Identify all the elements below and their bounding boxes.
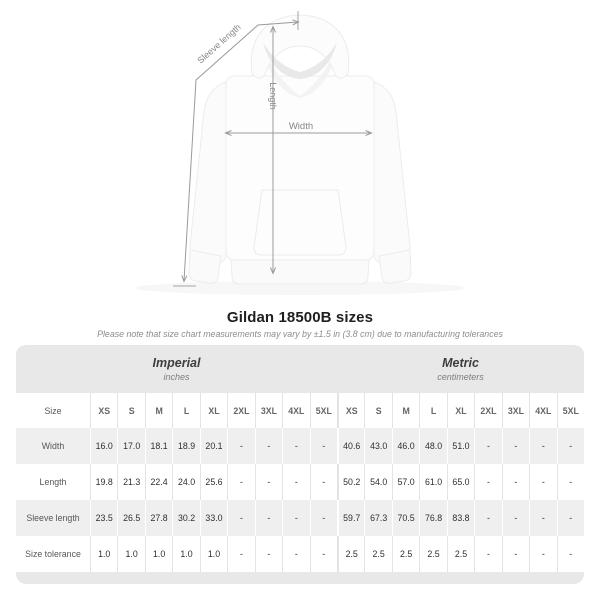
table-cell: - xyxy=(474,428,501,464)
table-cell: 51.0 xyxy=(447,428,474,464)
table-cell: 30.2 xyxy=(172,500,199,536)
table-cell: - xyxy=(529,464,556,500)
table-cell: 57.0 xyxy=(392,464,419,500)
table-cell: 19.8 xyxy=(90,464,117,500)
unit-group-metric-sublabel: centimeters xyxy=(437,371,484,382)
table-cell: 46.0 xyxy=(392,428,419,464)
table-cell: - xyxy=(227,428,254,464)
table-cell: - xyxy=(502,464,529,500)
table-cell: - xyxy=(282,500,309,536)
table-cell: 48.0 xyxy=(419,428,446,464)
table-cell: 50.2 xyxy=(337,464,364,500)
table-cell: - xyxy=(282,464,309,500)
unit-group-imperial-sublabel: inches xyxy=(163,371,190,382)
hoodie-pocket xyxy=(254,190,346,255)
table-cell: 2.5 xyxy=(364,536,391,572)
table-cell: - xyxy=(310,500,337,536)
hoodie-right-cuff xyxy=(379,250,411,283)
page-title: Gildan 18500B sizes xyxy=(226,309,374,326)
table-cell: - xyxy=(502,428,529,464)
tolerance-note: Please note that size chart measurements may vary by ±1.5 in (3.8 cm) due to manufacturing tolerances xyxy=(97,329,503,339)
table-cell: 21.3 xyxy=(117,464,144,500)
table-cell: 54.0 xyxy=(364,464,391,500)
table-cell: - xyxy=(227,536,254,572)
hoodie-hem-band xyxy=(231,260,369,284)
row-label: Length xyxy=(16,464,90,500)
row-label: Size tolerance xyxy=(16,536,90,572)
table-cell: 23.5 xyxy=(90,500,117,536)
table-cell: 27.8 xyxy=(145,500,172,536)
table-cell: - xyxy=(474,536,501,572)
size-header-imperial-L: L xyxy=(172,393,199,428)
hoodie-left-cuff xyxy=(189,250,221,283)
table-cell: 61.0 xyxy=(419,464,446,500)
table-cell: 16.0 xyxy=(90,428,117,464)
table-cell: 65.0 xyxy=(447,464,474,500)
table-cell: 43.0 xyxy=(364,428,391,464)
table-cell: - xyxy=(474,464,501,500)
table-cell: - xyxy=(529,428,556,464)
table-cell: 33.0 xyxy=(200,500,227,536)
size-header-metric-XL: XL xyxy=(447,393,474,428)
unit-group-metric-label: Metric xyxy=(442,355,479,370)
table-cell: 26.5 xyxy=(117,500,144,536)
table-cell: 22.4 xyxy=(145,464,172,500)
table-cell: 2.5 xyxy=(337,536,364,572)
table-cell: - xyxy=(529,536,556,572)
table-cell: - xyxy=(474,500,501,536)
table-cell: - xyxy=(310,536,337,572)
size-header-imperial-3XL: 3XL xyxy=(255,393,282,428)
table-cell: 20.1 xyxy=(200,428,227,464)
table-cell: - xyxy=(282,536,309,572)
table-cell: - xyxy=(282,428,309,464)
size-header-imperial-4XL: 4XL xyxy=(282,393,309,428)
table-cell: - xyxy=(529,500,556,536)
table-cell: 18.9 xyxy=(172,428,199,464)
size-header-metric-S: S xyxy=(364,393,391,428)
table-cell: 1.0 xyxy=(172,536,199,572)
length-label: Length xyxy=(268,82,278,110)
table-cell: 83.8 xyxy=(447,500,474,536)
table-cell: - xyxy=(557,464,584,500)
table-cell: 18.1 xyxy=(145,428,172,464)
size-header-metric-M: M xyxy=(392,393,419,428)
table-cell: 2.5 xyxy=(392,536,419,572)
table-cell: - xyxy=(255,500,282,536)
table-cell: - xyxy=(255,536,282,572)
unit-group-imperial xyxy=(16,345,337,393)
table-cell: - xyxy=(310,464,337,500)
size-header-metric-2XL: 2XL xyxy=(474,393,501,428)
size-header-metric-L: L xyxy=(419,393,446,428)
table-cell: - xyxy=(255,464,282,500)
size-header-metric-XS: XS xyxy=(337,393,364,428)
table-cell: - xyxy=(227,464,254,500)
table-cell: - xyxy=(557,428,584,464)
size-header-imperial-M: M xyxy=(145,393,172,428)
sleeve-length-label: Sleeve length xyxy=(195,21,243,66)
table-cell: 1.0 xyxy=(145,536,172,572)
size-header-imperial-XL: XL xyxy=(200,393,227,428)
size-header-imperial-XS: XS xyxy=(90,393,117,428)
table-cell: 17.0 xyxy=(117,428,144,464)
size-header-imperial-2XL: 2XL xyxy=(227,393,254,428)
table-cell: - xyxy=(502,500,529,536)
unit-group-imperial-label: Imperial xyxy=(152,355,201,370)
table-cell: - xyxy=(255,428,282,464)
size-chart-card xyxy=(16,345,584,584)
table-cell: 1.0 xyxy=(90,536,117,572)
table-cell: 2.5 xyxy=(447,536,474,572)
table-cell: 24.0 xyxy=(172,464,199,500)
size-header-metric-4XL: 4XL xyxy=(529,393,556,428)
table-cell: 2.5 xyxy=(419,536,446,572)
table-cell: 1.0 xyxy=(117,536,144,572)
size-header-imperial-S: S xyxy=(117,393,144,428)
table-cell: - xyxy=(310,428,337,464)
table-cell: - xyxy=(502,536,529,572)
table-cell: - xyxy=(557,500,584,536)
row-label: Width xyxy=(16,428,90,464)
table-cell: - xyxy=(557,536,584,572)
width-label: Width xyxy=(288,121,314,132)
table-cell: 76.8 xyxy=(419,500,446,536)
table-cell: 40.6 xyxy=(337,428,364,464)
unit-group-metric xyxy=(337,345,584,393)
size-header-metric-3XL: 3XL xyxy=(502,393,529,428)
row-label: Sleeve length xyxy=(16,500,90,536)
table-cell: 59.7 xyxy=(337,500,364,536)
table-cell: 25.6 xyxy=(200,464,227,500)
size-column-header: Size xyxy=(16,393,90,428)
table-cell: 67.3 xyxy=(364,500,391,536)
size-header-imperial-5XL: 5XL xyxy=(310,393,337,428)
table-cell: - xyxy=(227,500,254,536)
size-header-metric-5XL: 5XL xyxy=(557,393,584,428)
table-cell: 1.0 xyxy=(200,536,227,572)
table-cell: 70.5 xyxy=(392,500,419,536)
